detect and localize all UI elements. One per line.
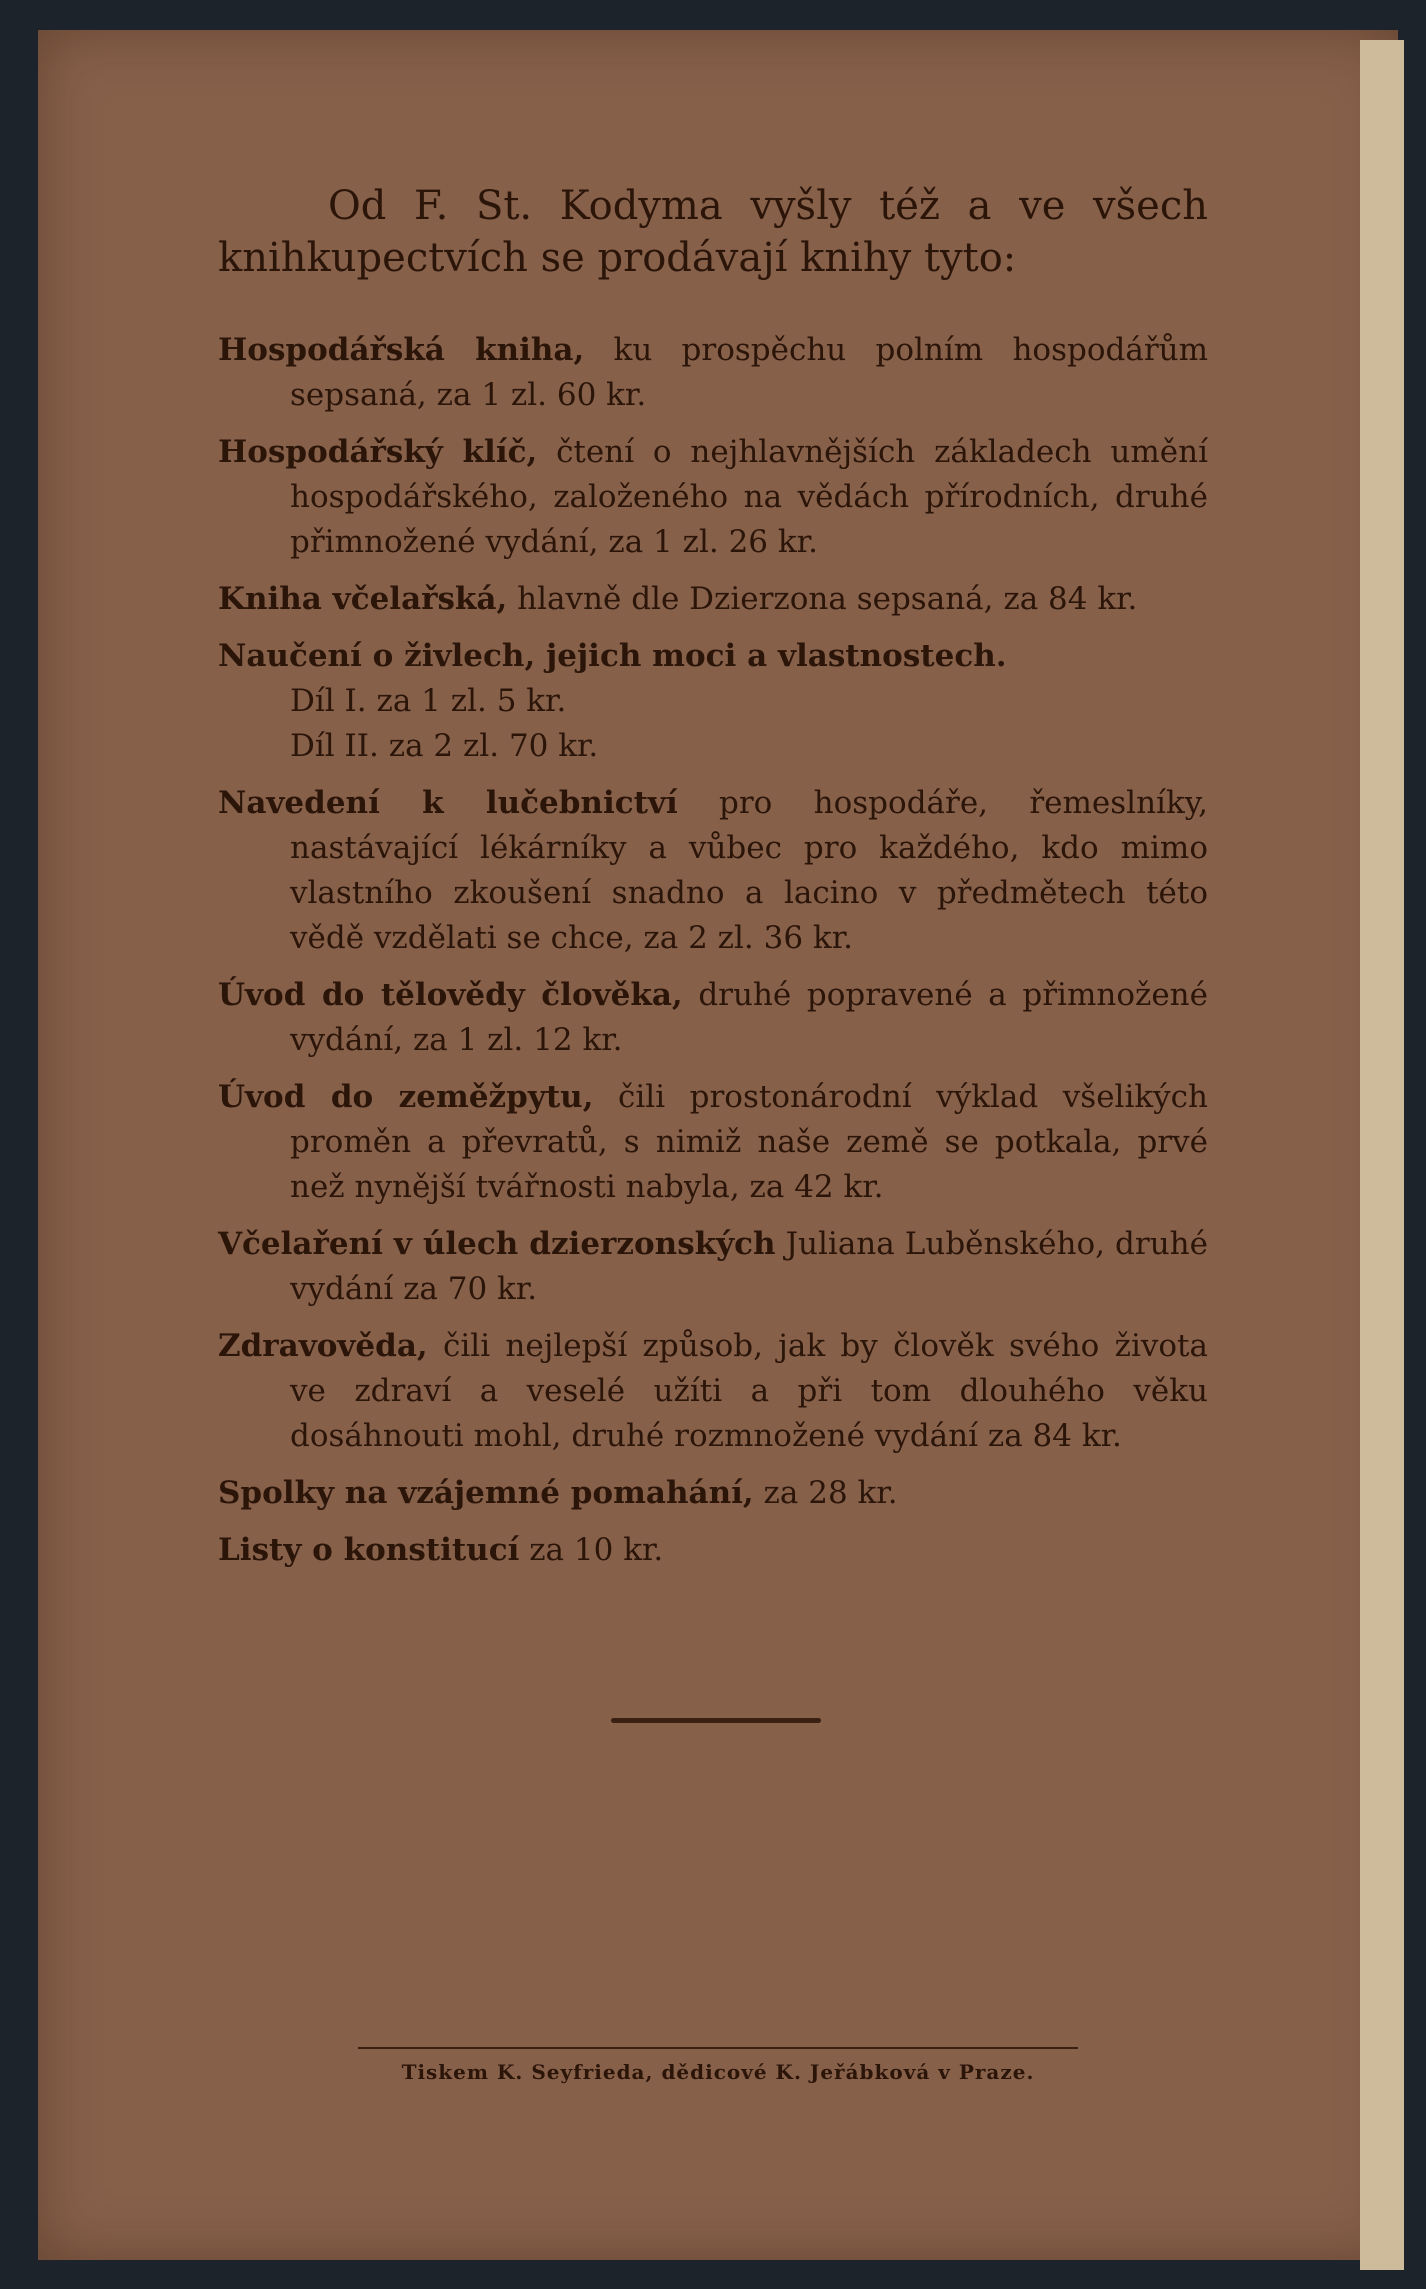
entry-text: Juliana Luběnského, druhé vydání za 70 kr. [290, 1226, 1208, 1307]
entry-text: ku prospěchu polním hospodářům sepsaná, za 1 zl. 60 kr. [290, 332, 1209, 413]
entry-title: Hospodářský klíč, [218, 434, 538, 470]
entry-title: Spolky na vzájemné pomahání, [218, 1475, 754, 1511]
volume-line: Díl I. za 1 zl. 5 kr. [290, 683, 567, 719]
book-entry [218, 430, 1208, 565]
imprint-divider [358, 2047, 1078, 2049]
book-entry [218, 1324, 1208, 1459]
entry-text: čili nejlepší způsob, jak by člověk svého života ve zdraví a veselé užíti a při tom dlouhého věku dosáhnouti mohl, druhé rozmnožené vydání za 84 kr. [290, 1328, 1208, 1454]
entry-title: Navedení k lučebnictví [218, 785, 678, 821]
entry-title: Úvod do zeměžpytu, [218, 1079, 594, 1115]
volume-line: Díl II. za 2 zl. 70 kr. [290, 728, 599, 764]
book-entry [218, 1471, 1208, 1516]
entry-text: druhé popravené a přimnožené vydání, za 1 zl. 12 kr. [290, 977, 1208, 1058]
entry-title: Naučení o živlech, jejich moci a vlastnostech. [218, 638, 1007, 674]
entry-text: čili prostonárodní výklad všelikých proměn a převratů, s nimiž naše země se potkala, prvé než nynější tvářnosti nabyla, za 42 kr. [290, 1079, 1208, 1205]
entry-title: Listy o konstitucí [218, 1532, 520, 1568]
book-entry [218, 1075, 1208, 1210]
page-content [218, 180, 1208, 1585]
book-entry [218, 1528, 1208, 1573]
book-entry [218, 1222, 1208, 1312]
entry-title: Kniha včelařská, [218, 581, 508, 617]
ornament-rule [611, 1718, 821, 1723]
book-entry [218, 781, 1208, 961]
entry-text: za 10 kr. [519, 1532, 664, 1568]
entry-title: Včelaření v úlech dzierzonských [218, 1226, 776, 1262]
entry-text: hlavně dle Dzierzona sepsaná, za 84 kr. [507, 581, 1138, 617]
entry-title: Zdravověda, [218, 1328, 428, 1364]
book-entry [218, 973, 1208, 1063]
intro-heading: Od F. St. Kodyma vyšly též a ve všech knihkupectvích se prodávají knihy tyto: [218, 183, 1208, 281]
page-edge [1360, 40, 1404, 2270]
printer-imprint: Tiskem K. Seyfrieda, dědicové K. Jeřábková v Praze. [401, 2060, 1035, 2084]
book-page [38, 30, 1398, 2260]
book-entry [218, 577, 1208, 622]
entry-text: čtení o nejhlavnějších základech umění hospodářského, založeného na vědách přírodních, druhé přimnožené vydání, za 1 zl. 26 kr. [290, 434, 1208, 560]
entry-text: za 28 kr. [753, 1475, 898, 1511]
entry-text: pro hospodáře, řemeslníky, nastávající lékárníky a vůbec pro každého, kdo mimo vlastního zkoušení snadno a lacino v předmětech této vědě vzdělati se chce, za 2 zl. 36 kr. [290, 785, 1208, 956]
entry-title: Hospodářská kniha, [218, 332, 585, 368]
book-entry [218, 634, 1208, 769]
book-entry [218, 328, 1208, 418]
entry-title: Úvod do tělovědy člověka, [218, 977, 683, 1013]
